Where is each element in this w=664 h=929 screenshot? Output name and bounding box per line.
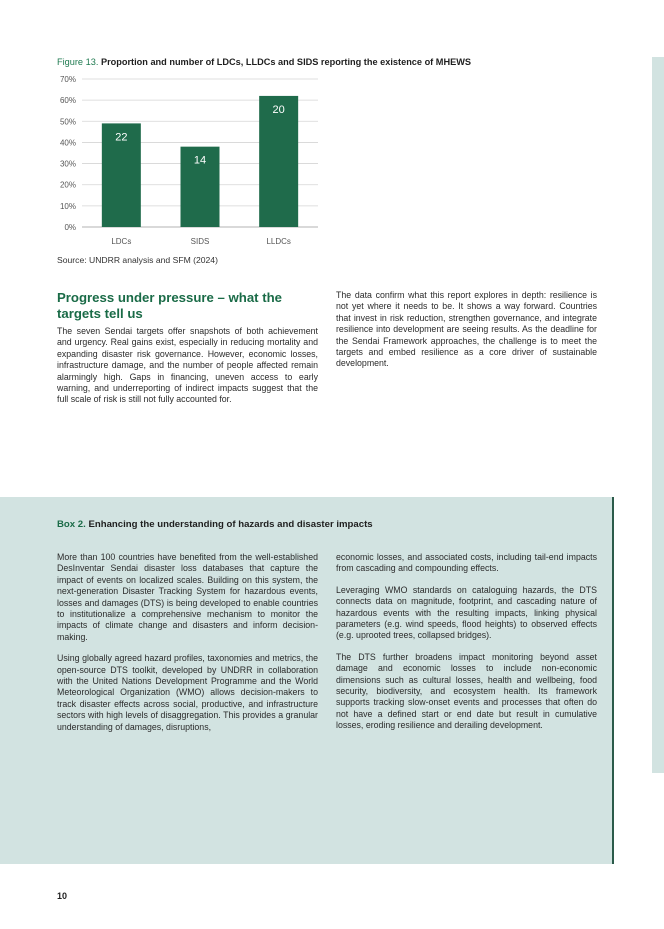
y-tick-label: 0% <box>64 223 76 232</box>
figure-caption: Proportion and number of LDCs, LLDCs and SIDS reporting the existence of MHEWS <box>100 57 472 67</box>
box-paragraph: More than 100 countries have benefited from the well-established DesInventar Sendai disaster loss databases that capture the impact of events on localized scales. Building on this system, the next-generation Disaster Tracking System for hazardous events, losses and damages (DTS) is being developed to enable countries to institutionalize a comprehensive mechanism to monitor the impacts of climate change and disasters and inform decision-making. <box>57 552 318 642</box>
box-label: Box 2. <box>57 519 86 530</box>
y-tick-label: 40% <box>59 138 76 148</box>
figure-source: Source: UNDRR analysis and SFM (2024) <box>57 255 218 265</box>
x-tick-label: SIDS <box>190 237 210 246</box>
bar-data-label: 22 <box>115 131 128 144</box>
y-tick-label: 60% <box>59 96 76 106</box>
page-number: 10 <box>57 891 68 901</box>
bar-data-label: 14 <box>193 154 207 167</box>
box-paragraph: economic losses, and associated costs, including tail-end impacts from cascading and compounding effects. <box>336 552 597 574</box>
x-tick-label: LDCs <box>111 237 132 246</box>
section-right-column <box>336 290 597 370</box>
section-paragraph-right: The data confirm what this report explores in depth: resilience is not yet where it needs to be. It shows a way forward. Countries that invest in risk reduction, strengthen governance, and integrate resilience into development are seeing results. As the deadline for the Sendai Framework approaches, the challenge is to meet the targets and embed resilience as a core driver of sustainable development. <box>336 290 597 369</box>
bar-chart <box>50 70 330 252</box>
y-tick-label: 70% <box>59 75 76 84</box>
figure-title <box>57 56 617 68</box>
box-paragraph: Using globally agreed hazard profiles, taxonomies and metrics, the open-source DTS toolkit, developed by UNDRR in collaboration with the United Nations Development Programme and the World Meteorological Organization (WMO) allows decision-makers to track disaster effects across social, productive, and infrastructure sectors with high levels of disaggregation. This provides a granular understanding of damages, disruptions, <box>57 653 318 732</box>
chart-bars <box>102 96 298 227</box>
bar-data-label: 20 <box>272 103 285 116</box>
figure-label: Figure 13. <box>57 57 99 67</box>
y-tick-label: 30% <box>59 159 76 169</box>
chart-x-labels <box>111 237 291 246</box>
box-2 <box>0 497 614 864</box>
box-left-column <box>57 552 318 743</box>
x-tick-label: LLDCs <box>266 237 291 246</box>
y-tick-label: 50% <box>59 117 76 127</box>
y-tick-label: 10% <box>59 201 76 211</box>
side-panel <box>652 57 664 773</box>
section-heading: Progress under pressure – what the targets tell us <box>57 290 282 321</box>
box-title <box>57 519 373 530</box>
box-paragraph: The DTS further broadens impact monitoring beyond asset damage and economic losses to include non-economic dimensions such as cultural losses, health and wellbeing, food security, biodiversity, and ecosystem health. Its framework supports tracking slow-onset events and processes that often do not have a defined start or end date but result in cumulative losses, eroding resilience and derailing development. <box>336 651 597 731</box>
box-paragraph: Leveraging WMO standards on cataloguing hazards, the DTS connects data on magnitude, footprint, and cascading nature of hazardous events with the resulting impacts, linking physical parameters (e.g. wind speeds, flood heights) to observed effects (e.g. uprooted trees, collapsed bridges). <box>336 584 597 641</box>
box-heading: Enhancing the understanding of hazards and disaster impacts <box>88 519 373 530</box>
section-paragraph-left: The seven Sendai targets offer snapshots of both achievement and urgency. Real gains exist, especially in reducing mortality and expanding disaster risk governance. However, economic losses, infrastructure damage, and the number of people affected remain alarmingly high. Gaps in financing, uneven access to early warning, and underreporting of indirect impacts suggest that the full scale of risk is still not fully accounted for. <box>57 326 318 405</box>
box-right-column <box>336 552 597 742</box>
section-left-column <box>57 290 318 406</box>
y-tick-label: 20% <box>59 180 76 190</box>
chart-y-ticks <box>60 75 76 232</box>
